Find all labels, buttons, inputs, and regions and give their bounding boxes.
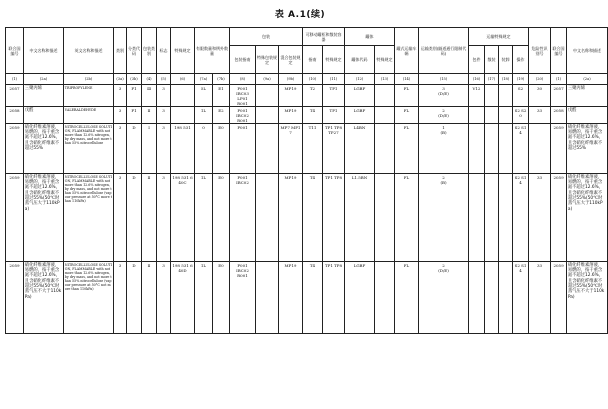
packages-cell [469, 124, 485, 174]
limited-quantity-cell: 1L [195, 174, 213, 262]
column-label: (9b) [279, 74, 303, 85]
column-label: (1) [551, 74, 567, 85]
hazard-id-cell [529, 124, 551, 174]
header-tank-vehicle: 罐式运输车辆 [395, 28, 419, 74]
header-tank-instructions: 指南 [303, 46, 323, 74]
special-provisions-cell: 198 531 640D [171, 262, 195, 334]
tank-code-special-cell [375, 174, 395, 262]
cn-name-right-cell: 硝化纤维素溶液，易燃的，按干重含氮不超过12.6%，且含硝化纤维素不超过55%(50℃时蒸气压大于110kPa) [567, 174, 608, 262]
tank-instructions-cell: T4 [303, 262, 323, 334]
special-provisions-cell [171, 85, 195, 107]
transport-category-line: (D/E) [438, 90, 449, 96]
table-body [6, 85, 608, 334]
header-transport-category: 运输类别(隧道通行限制代码) [419, 28, 469, 74]
tank-instructions-cell: T11 [303, 124, 323, 174]
packing-group-cell: Ⅱ [142, 107, 157, 124]
header-tanks: 罐体 [345, 28, 395, 46]
label-cell: 3 [157, 124, 171, 174]
tank-code-cell: LGBF [345, 262, 375, 334]
label-cell: 3 [157, 107, 171, 124]
class-code-cell: F1 [127, 85, 142, 107]
tank-vehicle-cell: FL [395, 174, 419, 262]
column-label: (3a) [114, 74, 127, 85]
column-label: (3b) [127, 74, 142, 85]
operation-cell: S2 S14 [513, 124, 529, 174]
special-packing-cell [256, 174, 279, 262]
table-row [6, 107, 608, 124]
class-code-cell: F1 [127, 107, 142, 124]
cn-name-cell: 三聚丙烯 [24, 85, 64, 107]
header-tank-special: 特殊规定 [323, 46, 345, 74]
loading-cell [499, 85, 513, 107]
packing-instructions-line: IBC02 [236, 179, 249, 185]
tank-vehicle-cell: FL [395, 107, 419, 124]
header-class: 类别 [114, 28, 127, 74]
column-label: (16) [469, 74, 485, 85]
special-packing-cell [256, 107, 279, 124]
limited-quantity-cell: 1L [195, 262, 213, 334]
table-row [6, 174, 608, 262]
tank-vehicle-cell: FL [395, 85, 419, 107]
cn-name-cell: 硝化纤维素溶液，易燃的，按干重含氮不超过12.6%，且含硝化纤维素不超过55%(50℃时蒸气压不大于110kPa) [24, 262, 64, 334]
packing-instructions-line: IBC02 [236, 112, 249, 118]
hazard-id-cell: 30 [529, 85, 551, 107]
column-label: (7a) [195, 74, 213, 85]
table-title: 表 A.1(续) [274, 10, 326, 20]
transport-category-cell [419, 174, 469, 262]
tank-special-cell: TP1 TP8 [323, 174, 345, 262]
cn-name-right-cell: 硝化纤维素溶液，易燃的，按干重含氮不超过12.6%，且含硝化纤维素不超过55% [567, 124, 608, 174]
hazard-id-cell: 33 [529, 262, 551, 334]
operation-cell: S2 S20 [513, 107, 529, 124]
un-number-right-cell: 2059 [551, 174, 567, 262]
label-cell: 3 [157, 174, 171, 262]
packing-group-cell: Ⅱ [142, 174, 157, 262]
packing-instructions-line: P001 [237, 262, 248, 268]
column-label: (13) [375, 74, 395, 85]
packing-instructions-cell [230, 262, 256, 334]
column-label: (7b) [213, 74, 230, 85]
packing-instructions-line: LP01 [237, 95, 248, 101]
special-packing-cell [256, 124, 279, 174]
packing-instructions-line: R001 [237, 272, 248, 278]
operation-cell: S2 S14 [513, 174, 529, 262]
tank-code-special-cell [375, 85, 395, 107]
cn-name-right-cell: 硝化纤维素溶液，易燃的，按干重含氮不超过12.6%，且含硝化纤维素不超过55%(50℃时蒸气压不大于110kPa) [567, 262, 608, 334]
tank-code-cell: L1.5BN [345, 174, 375, 262]
cn-name-cell: 硝化纤维素溶液，易燃的，按干重含氮不超过12.6%，且含硝化纤维素不超过55% [24, 124, 64, 174]
transport-category-line: (D/E) [438, 267, 449, 273]
header-special-provisions: 特殊规定 [171, 28, 195, 74]
loading-cell [499, 124, 513, 174]
header-un-number: 联合国编号 [6, 28, 24, 74]
tank-vehicle-cell: FL [395, 124, 419, 174]
mixed-packing-cell: MP19 [279, 262, 303, 334]
tank-instructions-cell: T4 [303, 107, 323, 124]
packing-instructions-cell [230, 174, 256, 262]
en-name-cell: TRIPROPYLENE [64, 85, 114, 107]
en-name-cell: NITROCELLULOSE SOLUTION, FLAMMABLE with not more than 12.6% nitrogen, by dry mass, and not more than 55% nitrocellulose (vapour pressure at 50°C not more than 110kPa) [64, 262, 114, 334]
special-packing-cell [256, 262, 279, 334]
packages-cell: V12 [469, 85, 485, 107]
packing-instructions-line: IBC03 [236, 90, 249, 96]
packing-group-cell: Ⅰ [142, 124, 157, 174]
bulk-cell [485, 174, 499, 262]
table-row [6, 124, 608, 174]
table-row [6, 262, 608, 334]
un-number-right-cell: 2059 [551, 124, 567, 174]
column-label: (18) [499, 74, 513, 85]
header-cn-name: 中文名称和描述 [24, 28, 64, 74]
tank-code-special-cell [375, 262, 395, 334]
header-tank-code-special: 特殊规定 [375, 46, 395, 74]
packing-instructions-line: IBC02 [236, 267, 249, 273]
class-cell: 3 [114, 262, 127, 334]
packing-group-cell: Ⅱ [142, 262, 157, 334]
loading-cell [499, 174, 513, 262]
en-name-cell: NITROCELLULOSE SOLUTION, FLAMMABLE with not more than 12.6% nitrogen, by dry mass, and not more than 55% nitrocellulose [64, 124, 114, 174]
transport-category-line: 1 [442, 124, 445, 130]
transport-category-line: 3 [442, 85, 445, 91]
un-number-cell: 2059 [6, 262, 24, 334]
un-number-cell: 2058 [6, 107, 24, 124]
header-packaging: 包装 [230, 28, 303, 46]
hazard-id-cell: 33 [529, 174, 551, 262]
column-label: (17) [485, 74, 499, 85]
column-label: (9a) [256, 74, 279, 85]
bulk-cell [485, 262, 499, 334]
header-operation: 操作 [513, 46, 529, 74]
transport-category-cell [419, 85, 469, 107]
packing-instructions-line: P001 [237, 174, 248, 180]
packages-cell [469, 262, 485, 334]
un-number-right-cell: 2057 [551, 85, 567, 107]
limited-quantity-cell: 5L [195, 85, 213, 107]
class-cell: 3 [114, 85, 127, 107]
header-loading: 装卸 [499, 46, 513, 74]
excepted-quantity-cell: E0 [213, 174, 230, 262]
column-label: (4) [142, 74, 157, 85]
header-bulk: 散装 [485, 46, 499, 74]
limited-quantity-cell: 1L [195, 107, 213, 124]
excepted-quantity-cell: E2 [213, 107, 230, 124]
operation-cell: S2 [513, 85, 529, 107]
mixed-packing-cell: MP19 [279, 174, 303, 262]
transport-category-cell [419, 262, 469, 334]
header-en-name: 英文名称和描述 [64, 28, 114, 74]
label-cell: 3 [157, 85, 171, 107]
column-label: (14) [395, 74, 419, 85]
special-provisions-cell: 198 531 [171, 124, 195, 174]
un-number-right-cell: 2058 [551, 107, 567, 124]
class-cell: 3 [114, 107, 127, 124]
cn-name-right-cell: 三聚丙烯 [567, 85, 608, 107]
tank-code-cell: L4BN [345, 124, 375, 174]
un-number-cell: 2059 [6, 174, 24, 262]
transport-category-cell [419, 107, 469, 124]
column-label: (6) [171, 74, 195, 85]
header-class-code: 分类代码 [127, 28, 142, 74]
transport-category-cell [419, 124, 469, 174]
header-portable-tanks: 可移动罐柜和散装容器 [303, 28, 345, 46]
column-label: (15) [419, 74, 469, 85]
table-row [6, 85, 608, 107]
column-number-row [6, 74, 608, 85]
column-label: (12) [345, 74, 375, 85]
dangerous-goods-table [5, 27, 608, 334]
cn-name-right-cell: 戊醛 [567, 107, 608, 124]
header-special-packing: 特殊包装规定 [256, 46, 279, 74]
mixed-packing-cell: MP19 [279, 107, 303, 124]
special-packing-cell [256, 85, 279, 107]
table-header [6, 28, 608, 85]
transport-category-line: 2 [442, 107, 445, 113]
excepted-quantity-cell: E1 [213, 85, 230, 107]
packing-instructions-line: P001 [237, 85, 248, 91]
class-cell: 3 [114, 174, 127, 262]
bulk-cell [485, 124, 499, 174]
packing-instructions-line: R001 [237, 117, 248, 123]
en-name-cell: NITROCELLULOSE SOLUTION, FLAMMABLE with not more than 12.6% nitrogen, by dry mass, and not more than 55% nitrocellulose (vapour pressure at 50°C more than 110kPa) [64, 174, 114, 262]
tank-code-special-cell [375, 124, 395, 174]
loading-cell [499, 262, 513, 334]
column-label: (8) [230, 74, 256, 85]
transport-category-line: 2 [442, 262, 445, 268]
header-limited-quantities: 有限数量和例外数量 [195, 28, 230, 74]
tank-code-cell: LGBF [345, 85, 375, 107]
special-provisions-cell: 198 531 640C [171, 174, 195, 262]
loading-cell [499, 107, 513, 124]
header-special-transport: 运输特殊规定 [469, 28, 529, 46]
un-number-right-cell: 2059 [551, 262, 567, 334]
tank-special-cell: TP1 TP8 [323, 262, 345, 334]
column-label: (10) [303, 74, 323, 85]
cn-name-cell: 戊醛 [24, 107, 64, 124]
tank-instructions-cell: T4 [303, 174, 323, 262]
cn-name-cell: 硝化纤维素溶液，易燃的，按干重含氮不超过12.6%，且含硝化纤维素不超过55%(50℃时蒸气压大于110kPa) [24, 174, 64, 262]
column-label: (2a) [567, 74, 608, 85]
column-label: (1) [6, 74, 24, 85]
packing-instructions-cell [230, 107, 256, 124]
packing-group-cell: Ⅲ [142, 85, 157, 107]
tank-special-cell: TP1 TP8 TP27 [323, 124, 345, 174]
class-code-cell: D [127, 262, 142, 334]
limited-quantity-cell: 0 [195, 124, 213, 174]
un-number-cell: 2059 [6, 124, 24, 174]
excepted-quantity-cell: E0 [213, 124, 230, 174]
transport-category-line: 2 [442, 174, 445, 180]
header-packing-instructions: 包装指南 [230, 46, 256, 74]
header-cn-name-right: 中文名称和描述 [567, 28, 608, 74]
packing-instructions-cell [230, 85, 256, 107]
header-hazard-id: 危险性识别号 [529, 28, 551, 74]
label-cell: 3 [157, 262, 171, 334]
un-number-cell: 2057 [6, 85, 24, 107]
mixed-packing-cell: MP7 MP17 [279, 124, 303, 174]
packing-instructions-line: R001 [237, 100, 248, 106]
packing-instructions-line: P001 [237, 107, 248, 113]
column-label: (19) [513, 74, 529, 85]
class-code-cell: D [127, 124, 142, 174]
bulk-cell [485, 85, 499, 107]
column-label: (5) [157, 74, 171, 85]
column-label: (2b) [64, 74, 114, 85]
tank-vehicle-cell: FL [395, 262, 419, 334]
header-labels: 标志 [157, 28, 171, 74]
column-label: (20) [529, 74, 551, 85]
packages-cell [469, 174, 485, 262]
packing-instructions-cell [230, 124, 256, 174]
transport-category-line: (D/E) [438, 112, 449, 118]
special-provisions-cell [171, 107, 195, 124]
column-label: (2a) [24, 74, 64, 85]
header-packing-group: 包装类别 [142, 28, 157, 74]
column-label: (11) [323, 74, 345, 85]
tank-special-cell: TP1 [323, 107, 345, 124]
tank-instructions-cell: T2 [303, 85, 323, 107]
header-packages: 包件 [469, 46, 485, 74]
mixed-packing-cell: MP19 [279, 85, 303, 107]
packing-instructions-line: P001 [237, 124, 248, 130]
hazard-id-cell: 33 [529, 107, 551, 124]
class-code-cell: D [127, 174, 142, 262]
operation-cell: S2 S14 [513, 262, 529, 334]
transport-category-line: (B) [440, 129, 447, 135]
excepted-quantity-cell: E0 [213, 262, 230, 334]
bulk-cell [485, 107, 499, 124]
transport-category-line: (B) [440, 179, 447, 185]
en-name-cell: VALERALDEHYDE [64, 107, 114, 124]
packages-cell [469, 107, 485, 124]
header-un-number-right: 联合国编号 [551, 28, 567, 74]
class-cell: 3 [114, 124, 127, 174]
tank-special-cell: TP1 [323, 85, 345, 107]
header-tank-code: 罐体代码 [345, 46, 375, 74]
tank-code-cell: LGBF [345, 107, 375, 124]
header-mixed-packing: 混合包装规定 [279, 46, 303, 74]
tank-code-special-cell [375, 107, 395, 124]
